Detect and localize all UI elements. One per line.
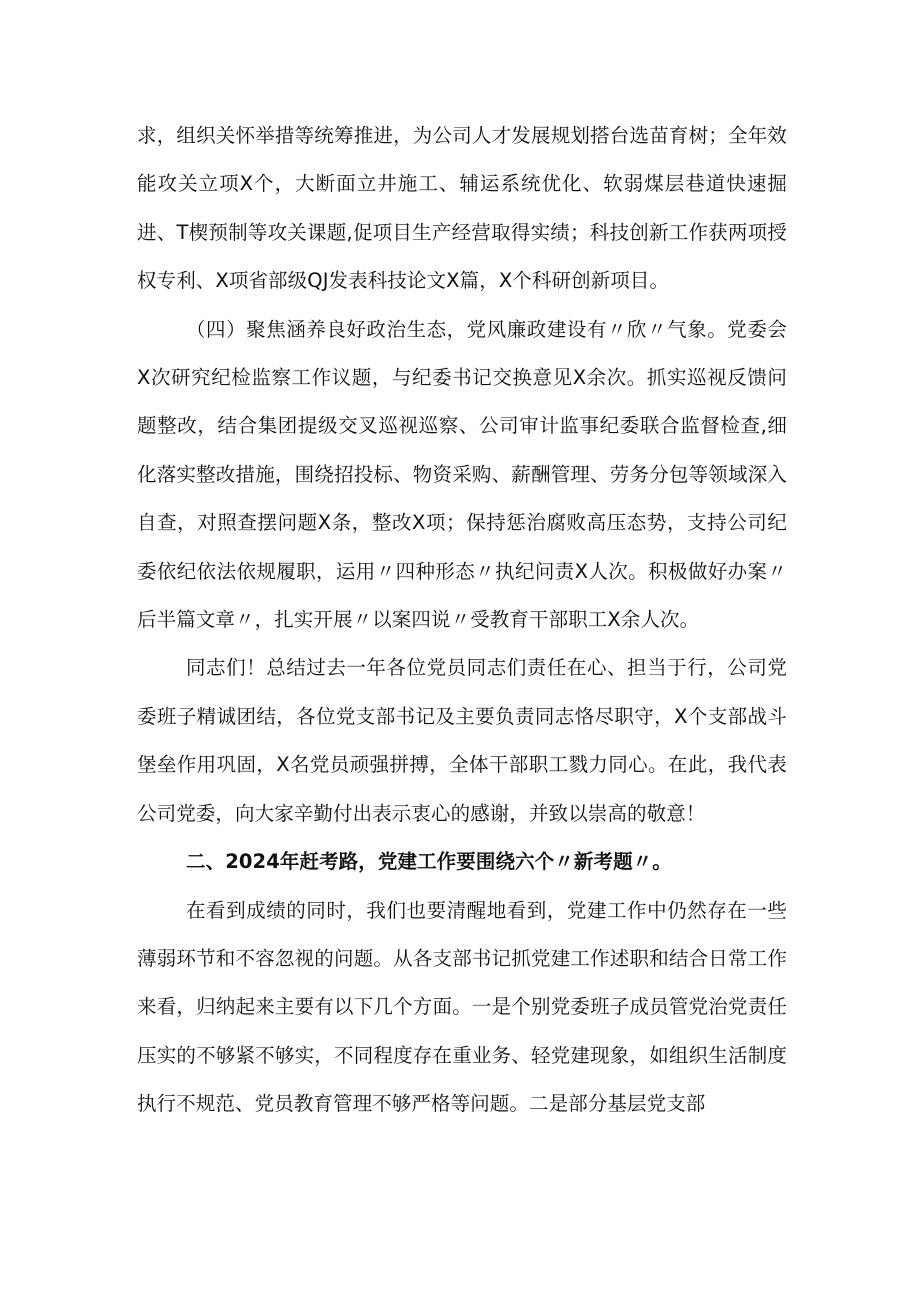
paragraph-problems: 在看到成绩的同时，我们也要清醒地看到，党建工作中仍然存在一些薄弱环节和不容忽视的问题。从各支部书记抓党建工作述职和结合日常工作来看，归纳起来主要有以下几个方面。一是个别党委班子成员管党治党责任压实的不够紧不够实，不同程度存在重业务、轻党建现象，如组织生活制度执行不规范、党员教育管理不够严格等问题。二是部分基层党支部 <box>137 898 787 1116</box>
document-body <box>137 112 787 1129</box>
section-heading-2024: 二、2024年赶考路，党建工作要围绕六个〃新考题〃。 <box>186 850 672 874</box>
paragraph-clean-governance: （四）聚焦涵养良好政治生态，党风廉政建设有〃欣〃气象。党委会X次研究纪检监察工作议题，与纪委书记交换意见X余次。抓实巡视反馈问题整改，结合集团提级交叉巡视巡察、公司审计监事纪委联合监督检查,细化落实整改措施，围绕招投标、物资采购、薪酬管理、劳务分包等领域深入自查，对照查摆问题X条，整改X项；保持惩治腐败高压态势，支持公司纪委依纪依法依规履职，运用〃四种形态〃执纪问责X人次。积极做好办案〃后半篇文章〃，扎实开展〃以案四说〃受教育干部职工X余人次。 <box>137 317 787 632</box>
paragraph-talent-and-research: 求，组织关怀举措等统筹推进，为公司人才发展规划搭台选苗育树；全年效能攻关立项X个，大断面立井施工、辅运系统优化、软弱煤层巷道快速掘进、T楔预制等攻关课题,促项目生产经营取得实绩；科技创新工作获两项授权专利、X项省部级QJ发表科技论文X篇，X个科研创新项目。 <box>137 124 787 293</box>
paragraph-acknowledgement: 同志们！总结过去一年各位党员同志们责任在心、担当于行，公司党委班子精诚团结，各位党支部书记及主要负责同志恪尽职守，X个支部战斗堡垒作用巩固，X名党员顽强拼搏，全体干部职工戮力同心。在此，我代表公司党委，向大家辛勤付出表示衷心的感谢，并致以崇高的敬意！ <box>137 656 787 825</box>
